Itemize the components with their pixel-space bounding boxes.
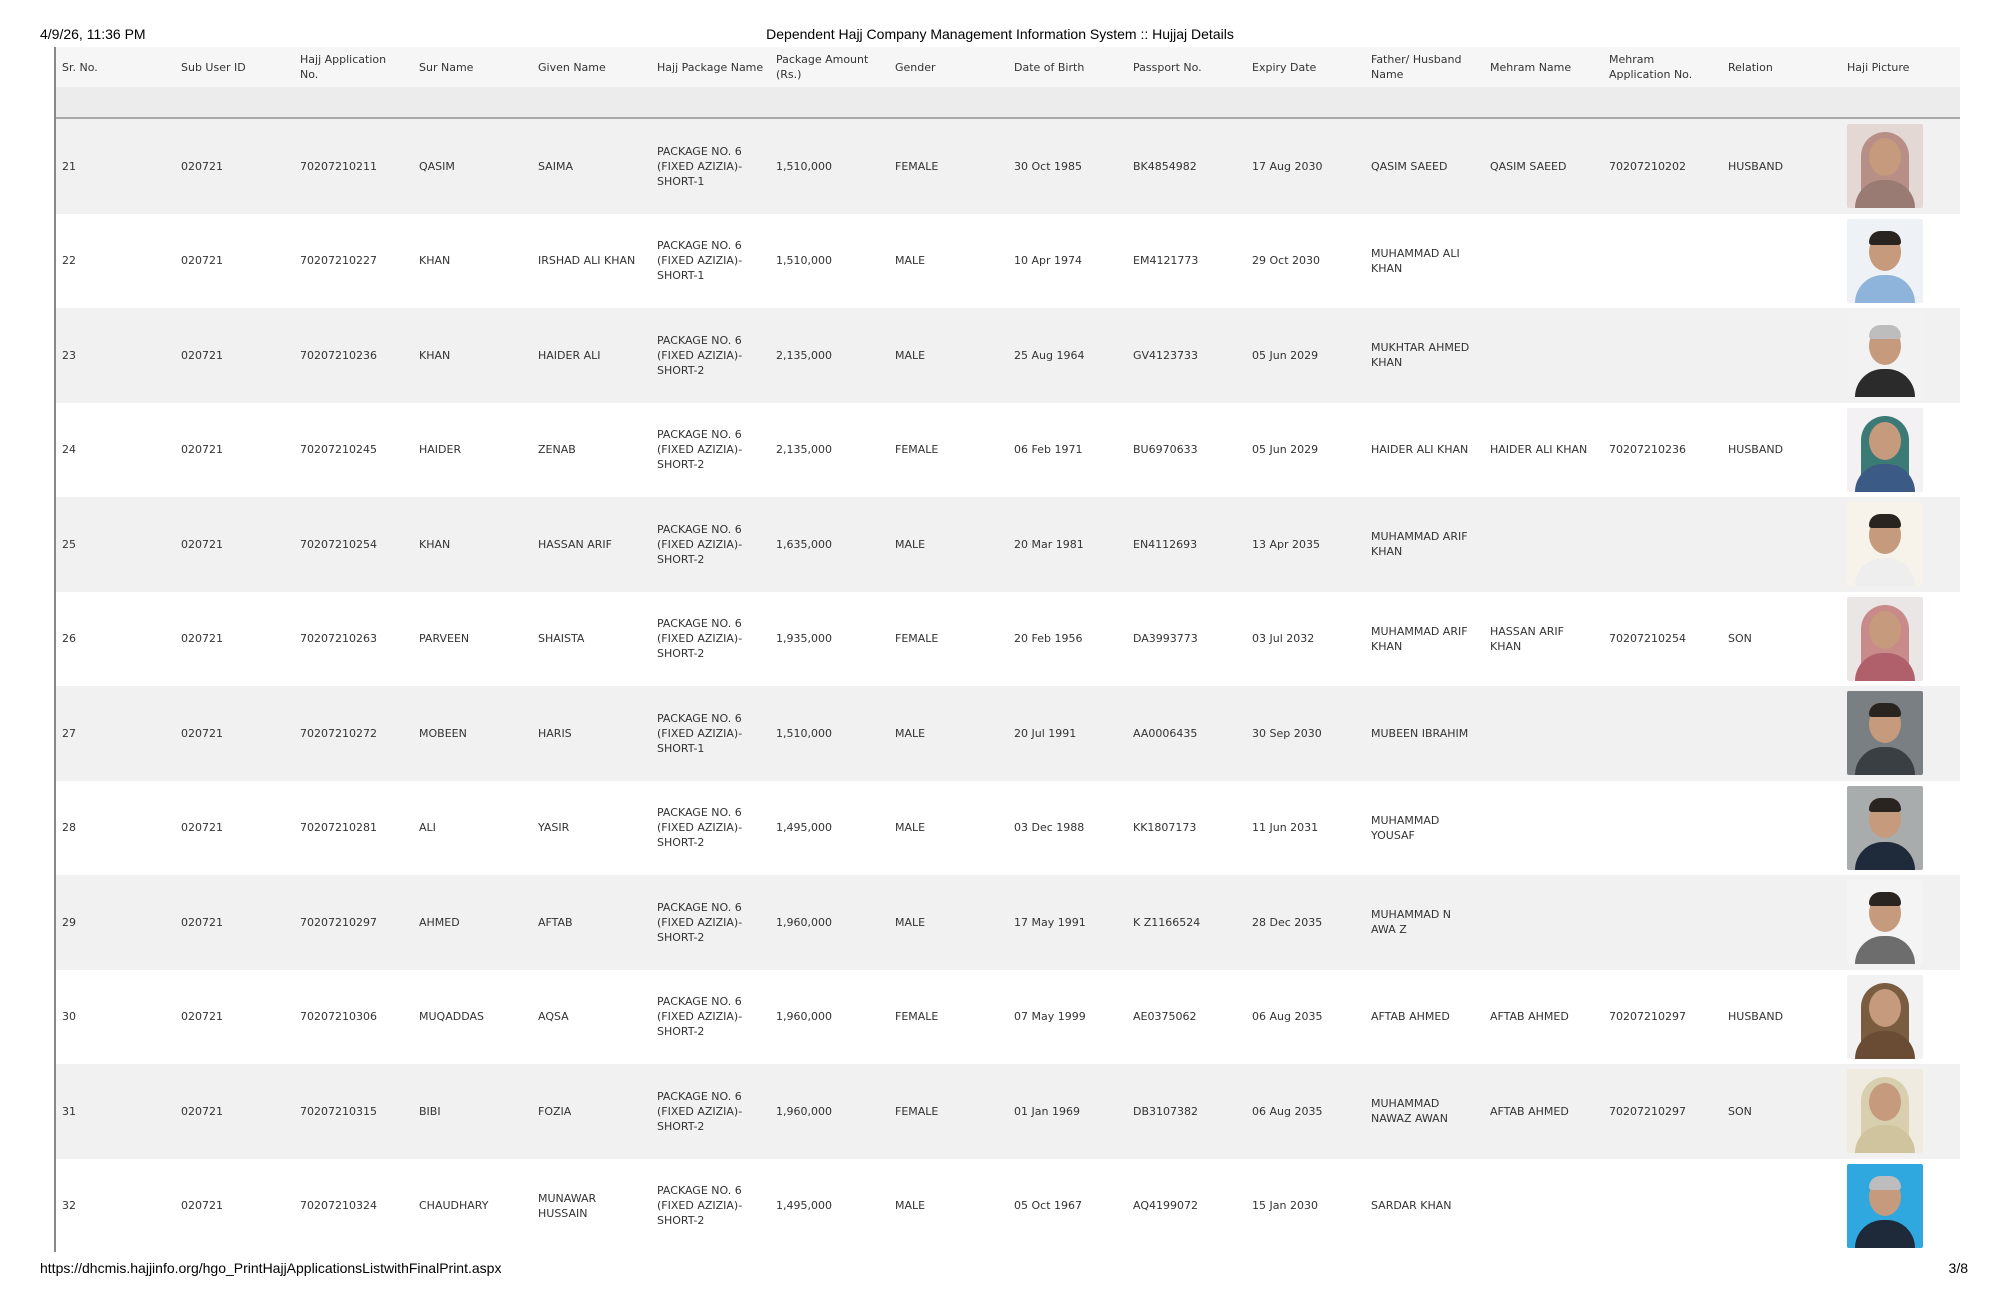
table-row xyxy=(56,875,1960,970)
cell-gender: MALE xyxy=(895,1199,926,1213)
cell-given-name: FOZIA xyxy=(538,1104,572,1118)
cell-package-name: PACKAGE NO. 6 (FIXED AZIZIA)-SHORT-1 xyxy=(657,239,743,283)
cell-father-husband-name: AFTAB AHMED xyxy=(1371,1010,1450,1024)
cell-passport-no: BK4854982 xyxy=(1133,159,1197,173)
cell-package-amount: 1,510,000 xyxy=(776,159,832,173)
cell-application-no: 70207210281 xyxy=(300,821,377,835)
cell-passport-no: AE0375062 xyxy=(1133,1010,1197,1024)
table-filter-row xyxy=(56,87,1960,119)
cell-sur-name: MUQADDAS xyxy=(419,1010,484,1024)
cell-mehram-name xyxy=(1484,497,1603,592)
cell-sur-name: HAIDER xyxy=(419,443,462,457)
cell-relation xyxy=(1722,686,1841,781)
cell-application-no: 70207210263 xyxy=(300,632,377,646)
cell-given-name: AFTAB xyxy=(538,915,573,929)
cell-passport-no: BU6970633 xyxy=(1133,443,1198,457)
cell-sur-name: BIBI xyxy=(419,1104,441,1118)
table-row xyxy=(56,308,1960,403)
haji-photo[interactable] xyxy=(1847,786,1923,870)
cell-package-amount: 1,935,000 xyxy=(776,632,832,646)
cell-expiry-date: 11 Jun 2031 xyxy=(1252,821,1319,835)
col-header-expiry-date[interactable]: Expiry Date xyxy=(1252,60,1317,74)
cell-mehram-application-no xyxy=(1603,875,1722,970)
cell-gender: MALE xyxy=(895,348,926,362)
cell-relation: SON xyxy=(1728,1104,1752,1118)
haji-photo[interactable] xyxy=(1847,313,1923,397)
col-header-application-no[interactable]: Hajj Application No. xyxy=(300,53,387,81)
cell-given-name: YASIR xyxy=(538,821,570,835)
col-header-package-amount[interactable]: Package Amount (Rs.) xyxy=(776,53,869,81)
cell-expiry-date: 03 Jul 2032 xyxy=(1252,632,1315,646)
table-row xyxy=(56,781,1960,876)
cell-package-name: PACKAGE NO. 6 (FIXED AZIZIA)-SHORT-1 xyxy=(657,711,743,755)
cell-given-name: IRSHAD ALI KHAN xyxy=(538,254,636,268)
cell-date-of-birth: 20 Jul 1991 xyxy=(1014,726,1077,740)
cell-sur-name: AHMED xyxy=(419,915,460,929)
cell-package-amount: 1,510,000 xyxy=(776,726,832,740)
cell-mehram-name xyxy=(1484,308,1603,403)
cell-gender: FEMALE xyxy=(895,632,939,646)
cell-package-name: PACKAGE NO. 6 (FIXED AZIZIA)-SHORT-2 xyxy=(657,806,743,850)
haji-photo[interactable] xyxy=(1847,597,1923,681)
cell-package-name: PACKAGE NO. 6 (FIXED AZIZIA)-SHORT-2 xyxy=(657,1184,743,1228)
cell-sur-name: KHAN xyxy=(419,254,451,268)
cell-given-name: SHAISTA xyxy=(538,632,585,646)
col-header-father-husband-name[interactable]: Father/ Husband Name xyxy=(1371,53,1462,81)
cell-mehram-name: QASIM SAEED xyxy=(1490,159,1567,173)
cell-application-no: 70207210306 xyxy=(300,1010,377,1024)
table-row xyxy=(56,686,1960,781)
cell-sub-user-id: 020721 xyxy=(181,443,223,457)
cell-package-name: PACKAGE NO. 6 (FIXED AZIZIA)-SHORT-2 xyxy=(657,995,743,1039)
cell-package-amount: 1,960,000 xyxy=(776,915,832,929)
cell-given-name: AQSA xyxy=(538,1010,569,1024)
cell-application-no: 70207210315 xyxy=(300,1104,377,1118)
cell-package-amount: 2,135,000 xyxy=(776,348,832,362)
cell-date-of-birth: 20 Mar 1981 xyxy=(1014,537,1084,551)
cell-application-no: 70207210227 xyxy=(300,254,377,268)
cell-sr-no: 26 xyxy=(62,632,76,646)
cell-father-husband-name: SARDAR KHAN xyxy=(1371,1199,1452,1213)
cell-father-husband-name: MUHAMMAD ARIF KHAN xyxy=(1371,530,1468,559)
cell-package-amount: 1,960,000 xyxy=(776,1104,832,1118)
cell-gender: MALE xyxy=(895,726,926,740)
cell-sur-name: MOBEEN xyxy=(419,726,467,740)
cell-passport-no: EN4112693 xyxy=(1133,537,1198,551)
cell-sur-name: KHAN xyxy=(419,348,451,362)
cell-sr-no: 27 xyxy=(62,726,76,740)
cell-haji-picture xyxy=(1841,214,1960,309)
table-header-row xyxy=(56,47,1960,87)
cell-expiry-date: 28 Dec 2035 xyxy=(1252,915,1323,929)
cell-passport-no: DA3993773 xyxy=(1133,632,1198,646)
table-body xyxy=(56,119,1960,1252)
cell-date-of-birth: 06 Feb 1971 xyxy=(1014,443,1083,457)
table-row xyxy=(56,970,1960,1065)
cell-package-name: PACKAGE NO. 6 (FIXED AZIZIA)-SHORT-2 xyxy=(657,617,743,661)
cell-relation: HUSBAND xyxy=(1728,159,1784,173)
cell-gender: FEMALE xyxy=(895,159,939,173)
haji-photo[interactable] xyxy=(1847,124,1923,208)
cell-father-husband-name: MUKHTAR AHMED KHAN xyxy=(1371,341,1470,370)
cell-expiry-date: 06 Aug 2035 xyxy=(1252,1010,1323,1024)
table-row xyxy=(56,1159,1960,1253)
cell-package-amount: 1,960,000 xyxy=(776,1010,832,1024)
cell-sub-user-id: 020721 xyxy=(181,1010,223,1024)
cell-haji-picture xyxy=(1841,403,1960,498)
table-row xyxy=(56,592,1960,687)
haji-photo[interactable] xyxy=(1847,408,1923,492)
col-header-given-name[interactable]: Given Name xyxy=(538,60,606,74)
cell-expiry-date: 15 Jan 2030 xyxy=(1252,1199,1318,1213)
cell-given-name: SAIMA xyxy=(538,159,573,173)
cell-sr-no: 25 xyxy=(62,537,76,551)
cell-haji-picture xyxy=(1841,1064,1960,1159)
cell-application-no: 70207210254 xyxy=(300,537,377,551)
cell-application-no: 70207210211 xyxy=(300,159,377,173)
cell-mehram-application-no xyxy=(1603,686,1722,781)
cell-haji-picture xyxy=(1841,119,1960,214)
cell-sub-user-id: 020721 xyxy=(181,254,223,268)
col-header-sur-name[interactable]: Sur Name xyxy=(419,60,474,74)
cell-gender: FEMALE xyxy=(895,1010,939,1024)
cell-date-of-birth: 17 May 1991 xyxy=(1014,915,1086,929)
cell-date-of-birth: 05 Oct 1967 xyxy=(1014,1199,1083,1213)
col-header-haji-picture[interactable]: Haji Picture xyxy=(1847,60,1910,74)
cell-expiry-date: 05 Jun 2029 xyxy=(1252,348,1319,362)
table-row xyxy=(56,119,1960,214)
cell-relation xyxy=(1722,875,1841,970)
cell-gender: FEMALE xyxy=(895,1104,939,1118)
cell-package-name: PACKAGE NO. 6 (FIXED AZIZIA)-SHORT-2 xyxy=(657,428,743,472)
cell-given-name: HASSAN ARIF xyxy=(538,537,612,551)
cell-relation: SON xyxy=(1728,632,1752,646)
cell-gender: MALE xyxy=(895,537,926,551)
haji-photo[interactable] xyxy=(1847,880,1923,964)
cell-haji-picture xyxy=(1841,875,1960,970)
cell-sub-user-id: 020721 xyxy=(181,632,223,646)
table-row xyxy=(56,214,1960,309)
cell-passport-no: AA0006435 xyxy=(1133,726,1198,740)
cell-package-name: PACKAGE NO. 6 (FIXED AZIZIA)-SHORT-2 xyxy=(657,900,743,944)
col-header-gender[interactable]: Gender xyxy=(895,60,936,74)
cell-mehram-name: AFTAB AHMED xyxy=(1490,1010,1569,1024)
cell-package-amount: 2,135,000 xyxy=(776,443,832,457)
cell-package-name: PACKAGE NO. 6 (FIXED AZIZIA)-SHORT-1 xyxy=(657,144,743,188)
cell-mehram-application-no: 70207210236 xyxy=(1609,443,1686,457)
cell-sr-no: 28 xyxy=(62,821,76,835)
haji-photo[interactable] xyxy=(1847,1069,1923,1153)
cell-given-name: HARIS xyxy=(538,726,572,740)
cell-gender: MALE xyxy=(895,254,926,268)
cell-package-name: PACKAGE NO. 6 (FIXED AZIZIA)-SHORT-2 xyxy=(657,333,743,377)
cell-father-husband-name: MUHAMMAD YOUSAF xyxy=(1371,813,1440,842)
cell-package-name: PACKAGE NO. 6 (FIXED AZIZIA)-SHORT-2 xyxy=(657,1089,743,1133)
cell-sr-no: 31 xyxy=(62,1104,76,1118)
col-header-mehram-application-no[interactable]: Mehram Application No. xyxy=(1609,53,1693,81)
page-number: 3/8 xyxy=(1948,1260,1968,1276)
col-header-sub-user-id[interactable]: Sub User ID xyxy=(181,60,246,74)
cell-passport-no: K Z1166524 xyxy=(1133,915,1201,929)
print-datetime: 4/9/26, 11:36 PM xyxy=(40,26,146,42)
cell-package-amount: 1,510,000 xyxy=(776,254,832,268)
cell-sr-no: 23 xyxy=(62,348,76,362)
cell-relation xyxy=(1722,1159,1841,1253)
cell-given-name: MUNAWAR HUSSAIN xyxy=(538,1191,597,1220)
page-title: Dependent Hajj Company Management Information System :: Hujjaj Details xyxy=(766,26,1234,42)
cell-date-of-birth: 20 Feb 1956 xyxy=(1014,632,1083,646)
cell-haji-picture xyxy=(1841,970,1960,1065)
cell-date-of-birth: 30 Oct 1985 xyxy=(1014,159,1083,173)
cell-gender: MALE xyxy=(895,821,926,835)
cell-mehram-name xyxy=(1484,875,1603,970)
cell-relation: HUSBAND xyxy=(1728,443,1784,457)
cell-sub-user-id: 020721 xyxy=(181,726,223,740)
cell-sub-user-id: 020721 xyxy=(181,1104,223,1118)
cell-relation: HUSBAND xyxy=(1728,1010,1784,1024)
cell-sur-name: KHAN xyxy=(419,537,451,551)
cell-mehram-name: HAIDER ALI KHAN xyxy=(1490,443,1588,457)
cell-sub-user-id: 020721 xyxy=(181,159,223,173)
cell-relation xyxy=(1722,781,1841,876)
cell-mehram-name xyxy=(1484,686,1603,781)
cell-mehram-application-no: 70207210254 xyxy=(1609,632,1686,646)
cell-father-husband-name: MUBEEN IBRAHIM xyxy=(1371,726,1469,740)
col-header-package-name[interactable]: Hajj Package Name xyxy=(657,60,764,74)
cell-application-no: 70207210245 xyxy=(300,443,377,457)
cell-haji-picture xyxy=(1841,686,1960,781)
cell-sr-no: 30 xyxy=(62,1010,76,1024)
cell-haji-picture xyxy=(1841,781,1960,876)
cell-date-of-birth: 07 May 1999 xyxy=(1014,1010,1086,1024)
cell-sr-no: 22 xyxy=(62,254,76,268)
cell-sub-user-id: 020721 xyxy=(181,537,223,551)
cell-package-name: PACKAGE NO. 6 (FIXED AZIZIA)-SHORT-2 xyxy=(657,522,743,566)
cell-sr-no: 32 xyxy=(62,1199,76,1213)
cell-date-of-birth: 03 Dec 1988 xyxy=(1014,821,1085,835)
cell-gender: MALE xyxy=(895,915,926,929)
cell-date-of-birth: 25 Aug 1964 xyxy=(1014,348,1085,362)
cell-given-name: HAIDER ALI xyxy=(538,348,601,362)
cell-mehram-application-no xyxy=(1603,308,1722,403)
cell-sr-no: 24 xyxy=(62,443,76,457)
cell-expiry-date: 05 Jun 2029 xyxy=(1252,443,1319,457)
cell-mehram-application-no xyxy=(1603,214,1722,309)
col-header-date-of-birth[interactable]: Date of Birth xyxy=(1014,60,1085,74)
table-row xyxy=(56,403,1960,498)
haji-photo[interactable] xyxy=(1847,691,1923,775)
cell-expiry-date: 29 Oct 2030 xyxy=(1252,254,1321,268)
cell-father-husband-name: MUHAMMAD NAWAZ AWAN xyxy=(1371,1097,1448,1126)
cell-gender: FEMALE xyxy=(895,443,939,457)
col-header-passport-no[interactable]: Passport No. xyxy=(1133,60,1202,74)
haji-photo[interactable] xyxy=(1847,975,1923,1059)
cell-mehram-application-no xyxy=(1603,781,1722,876)
cell-date-of-birth: 10 Apr 1974 xyxy=(1014,254,1083,268)
cell-package-amount: 1,635,000 xyxy=(776,537,832,551)
cell-mehram-application-no: 70207210297 xyxy=(1609,1104,1686,1118)
cell-sub-user-id: 020721 xyxy=(181,1199,223,1213)
cell-haji-picture xyxy=(1841,592,1960,687)
table-row xyxy=(56,497,1960,592)
cell-mehram-name xyxy=(1484,214,1603,309)
cell-mehram-name xyxy=(1484,781,1603,876)
cell-application-no: 70207210297 xyxy=(300,915,377,929)
cell-father-husband-name: HAIDER ALI KHAN xyxy=(1371,443,1469,457)
cell-mehram-name xyxy=(1484,1159,1603,1253)
print-header xyxy=(40,22,1960,42)
cell-sr-no: 21 xyxy=(62,159,76,173)
hujjaj-details-table xyxy=(54,47,1960,1252)
cell-father-husband-name: MUHAMMAD N AWA Z xyxy=(1371,908,1452,937)
cell-sur-name: CHAUDHARY xyxy=(419,1199,489,1213)
cell-passport-no: AQ4199072 xyxy=(1133,1199,1198,1213)
cell-application-no: 70207210272 xyxy=(300,726,377,740)
cell-mehram-application-no xyxy=(1603,1159,1722,1253)
cell-mehram-name: AFTAB AHMED xyxy=(1490,1104,1569,1118)
cell-relation xyxy=(1722,497,1841,592)
cell-haji-picture xyxy=(1841,497,1960,592)
cell-sur-name: QASIM xyxy=(419,159,455,173)
cell-passport-no: DB3107382 xyxy=(1133,1104,1199,1118)
cell-relation xyxy=(1722,214,1841,309)
cell-mehram-application-no: 70207210297 xyxy=(1609,1010,1686,1024)
cell-sr-no: 29 xyxy=(62,915,76,929)
cell-expiry-date: 06 Aug 2035 xyxy=(1252,1104,1323,1118)
cell-father-husband-name: MUHAMMAD ALI KHAN xyxy=(1371,246,1460,275)
cell-package-amount: 1,495,000 xyxy=(776,1199,832,1213)
cell-sur-name: PARVEEN xyxy=(419,632,470,646)
print-footer xyxy=(40,1260,1968,1280)
cell-expiry-date: 30 Sep 2030 xyxy=(1252,726,1322,740)
cell-father-husband-name: MUHAMMAD ARIF KHAN xyxy=(1371,624,1468,653)
cell-mehram-application-no xyxy=(1603,497,1722,592)
cell-haji-picture xyxy=(1841,308,1960,403)
cell-sub-user-id: 020721 xyxy=(181,348,223,362)
cell-mehram-name: HASSAN ARIF KHAN xyxy=(1490,624,1564,653)
cell-passport-no: GV4123733 xyxy=(1133,348,1199,362)
cell-passport-no: EM4121773 xyxy=(1133,254,1199,268)
cell-date-of-birth: 01 Jan 1969 xyxy=(1014,1104,1080,1118)
cell-haji-picture xyxy=(1841,1159,1960,1253)
cell-sub-user-id: 020721 xyxy=(181,915,223,929)
cell-relation xyxy=(1722,308,1841,403)
cell-package-amount: 1,495,000 xyxy=(776,821,832,835)
haji-photo[interactable] xyxy=(1847,502,1923,586)
cell-given-name: ZENAB xyxy=(538,443,576,457)
col-header-mehram-name[interactable]: Mehram Name xyxy=(1490,60,1572,74)
page-url: https://dhcmis.hajjinfo.org/hgo_PrintHajjApplicationsListwithFinalPrint.aspx xyxy=(40,1260,502,1276)
cell-passport-no: KK1807173 xyxy=(1133,821,1197,835)
cell-sub-user-id: 020721 xyxy=(181,821,223,835)
cell-application-no: 70207210236 xyxy=(300,348,377,362)
cell-expiry-date: 17 Aug 2030 xyxy=(1252,159,1323,173)
haji-photo[interactable] xyxy=(1847,219,1923,303)
cell-father-husband-name: QASIM SAEED xyxy=(1371,159,1448,173)
cell-expiry-date: 13 Apr 2035 xyxy=(1252,537,1321,551)
cell-mehram-application-no: 70207210202 xyxy=(1609,159,1686,173)
haji-photo[interactable] xyxy=(1847,1164,1923,1248)
col-header-sr-no[interactable]: Sr. No. xyxy=(62,60,98,74)
col-header-relation[interactable]: Relation xyxy=(1728,60,1773,74)
cell-application-no: 70207210324 xyxy=(300,1199,377,1213)
cell-sur-name: ALI xyxy=(419,821,436,835)
table-row xyxy=(56,1064,1960,1159)
